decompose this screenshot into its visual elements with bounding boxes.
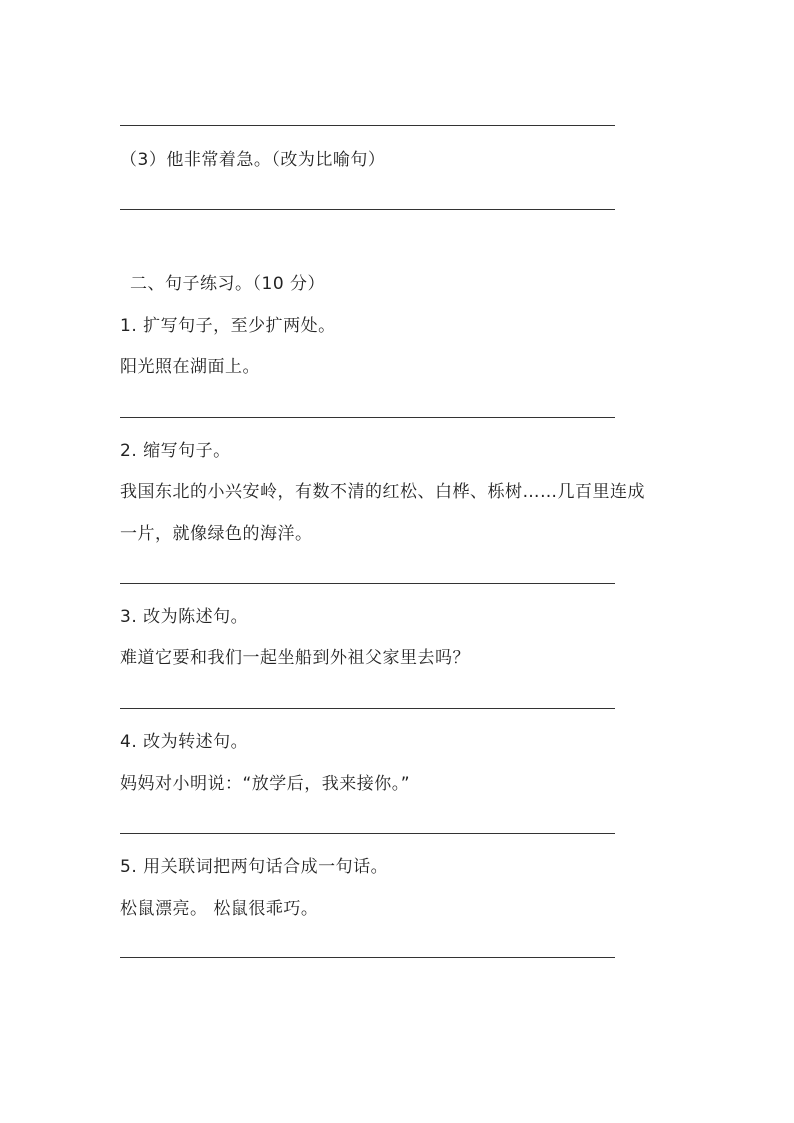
question-2-prompt-line-1: 我国东北的小兴安岭，有数不清的红松、白桦、栎树……几百里连成: [120, 482, 645, 502]
answer-line-question-2: [120, 583, 615, 584]
question-2-title: 2. 缩写句子。: [120, 441, 231, 461]
question-3-prompt: 难道它要和我们一起坐船到外祖父家里去吗？: [120, 648, 470, 668]
answer-line-question-3: [120, 708, 615, 709]
answer-line-top: [120, 125, 615, 126]
question-2-prompt-line-2: 一片，就像绿色的海洋。: [120, 524, 313, 544]
answer-line-item-3: [120, 209, 615, 210]
question-5-title: 5. 用关联词把两句话合成一句话。: [120, 857, 389, 877]
answer-line-question-4: [120, 833, 615, 834]
question-3-title: 3. 改为陈述句。: [120, 607, 249, 627]
answer-line-question-1: [120, 417, 615, 418]
question-4-prompt: 妈妈对小明说：“放学后，我来接你。”: [120, 774, 411, 794]
question-1-prompt: 阳光照在湖面上。: [120, 357, 260, 377]
question-4-title: 4. 改为转述句。: [120, 732, 249, 752]
item-3-text: （3）他非常着急。（改为比喻句）: [120, 150, 386, 170]
question-5-prompt: 松鼠漂亮。 松鼠很乖巧。: [120, 899, 319, 919]
section-heading: 二、句子练习。（10 分）: [130, 274, 326, 294]
question-1-title: 1. 扩写句子，至少扩两处。: [120, 316, 336, 336]
answer-line-question-5: [120, 957, 615, 958]
